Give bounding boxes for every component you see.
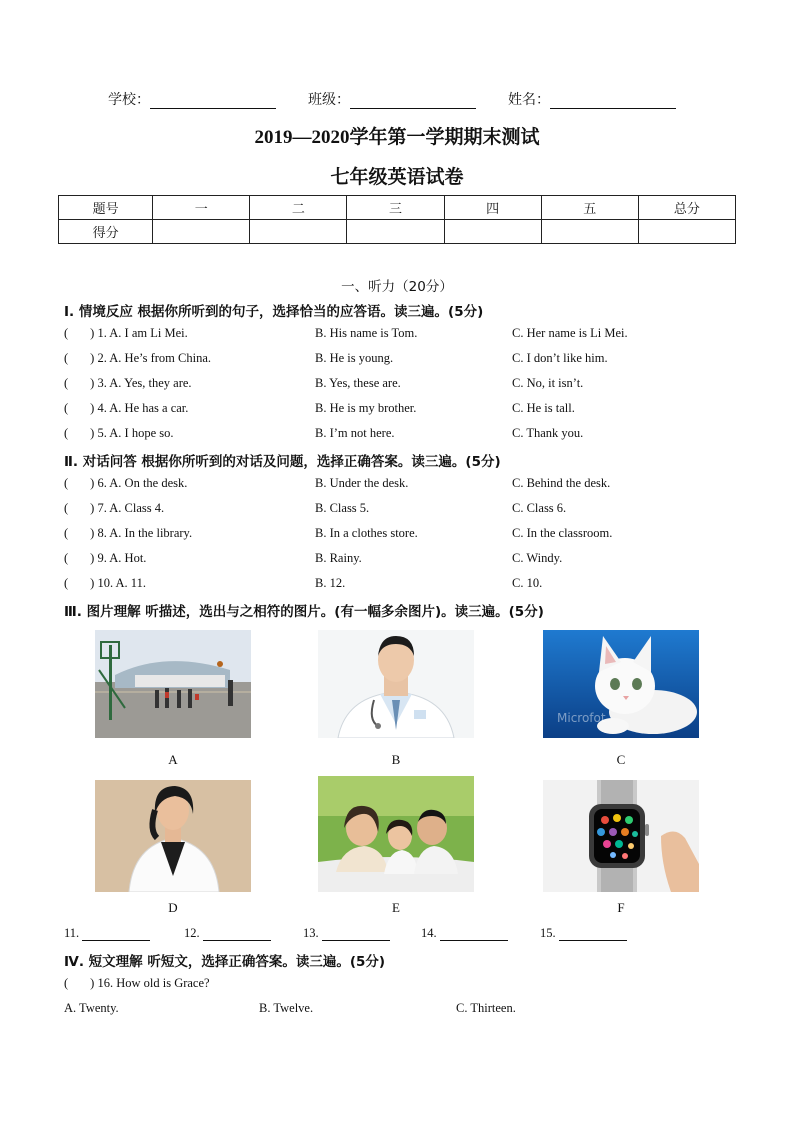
question-choice-b: B. In a clothes store. <box>315 526 418 540</box>
question-choice-c: C. Behind the desk. <box>512 476 611 490</box>
caption-a: A <box>168 752 178 767</box>
score-input-cell[interactable] <box>347 220 444 244</box>
answer-blank-13[interactable] <box>303 926 390 941</box>
question-choice-a <box>64 426 174 441</box>
caption-b: B <box>391 752 401 767</box>
question-text: ) 16. How old is Grace? <box>90 976 210 990</box>
question-text: ) 2. A. He’s from China. <box>90 351 211 365</box>
score-input-cell[interactable] <box>444 220 541 244</box>
watermark-text: Microfot <box>557 711 606 725</box>
question-text: ) 5. A. I hope so. <box>90 426 174 440</box>
question-choice-b: B. Yes, these are. <box>315 376 401 390</box>
question-choice-b: B. 12. <box>315 576 346 590</box>
answer-line[interactable] <box>559 928 627 941</box>
part2-heading: Ⅱ. 对话问答 根据你所听到的对话及问题，选择正确答案。读三遍。(5分) <box>64 454 501 470</box>
answer-paren[interactable]: ( <box>64 551 69 565</box>
question-choice-c: C. No, it isn’t. <box>512 376 584 390</box>
picture-b-doctor <box>318 630 474 738</box>
answer-paren[interactable]: ( <box>64 526 69 540</box>
question-choice-a <box>64 401 188 416</box>
option-a: A. Twenty. <box>64 1001 119 1015</box>
question-text: ) 1. A. I am Li Mei. <box>90 326 188 340</box>
answer-paren[interactable]: ( <box>64 501 69 515</box>
part3-heading: Ⅲ. 图片理解 听描述，选出与之相符的图片。(有一幅多余图片)。读三遍。(5分) <box>64 604 544 620</box>
score-table <box>58 195 736 244</box>
answer-number: 12. <box>184 926 200 940</box>
score-cell: 二 <box>250 196 347 220</box>
doctor-image <box>318 630 474 738</box>
name-label: 姓名： <box>508 92 550 108</box>
question-text: ) 9. A. Hot. <box>90 551 147 565</box>
family-picnic-image <box>318 776 474 892</box>
class-label: 班级： <box>308 92 350 108</box>
picture-e-family <box>318 776 474 892</box>
option-b: B. Twelve. <box>259 1001 314 1015</box>
answer-line[interactable] <box>203 928 271 941</box>
question-choice-b: B. He is my brother. <box>315 401 417 415</box>
basketball-court-image <box>95 630 251 738</box>
score-table-header-row <box>59 196 736 220</box>
picture-d-woman <box>95 780 251 892</box>
question-choice-b: B. Under the desk. <box>315 476 409 490</box>
exam-subtitle: 七年级英语试卷 <box>330 167 464 188</box>
answer-paren[interactable]: ( <box>64 476 69 490</box>
question-choice-c: C. Windy. <box>512 551 563 565</box>
question-text: ) 10. A. 11. <box>90 576 146 590</box>
score-input-cell[interactable] <box>638 220 735 244</box>
score-table-score-row <box>59 220 736 244</box>
question-choice-a <box>64 576 146 591</box>
school-label: 学校： <box>108 92 150 108</box>
smartwatch-image <box>543 780 699 892</box>
school-field[interactable] <box>108 89 276 109</box>
question-choice-c: C. I don’t like him. <box>512 351 608 365</box>
answer-number: 13. <box>303 926 319 940</box>
caption-d: D <box>168 900 178 915</box>
answer-paren[interactable]: ( <box>64 576 69 590</box>
answer-number: 11. <box>64 926 80 940</box>
question-text: ) 6. A. On the desk. <box>90 476 188 490</box>
caption-e: E <box>392 900 400 915</box>
woman-white-jacket-image <box>95 780 251 892</box>
picture-f-smartwatch <box>543 780 699 892</box>
question-choice-b: B. He is young. <box>315 351 394 365</box>
answer-line[interactable] <box>440 928 508 941</box>
white-kitten-image <box>543 630 699 738</box>
question-choice-b: B. His name is Tom. <box>315 326 418 340</box>
score-cell: 一 <box>153 196 250 220</box>
answer-blank-15[interactable] <box>540 926 627 941</box>
score-cell: 五 <box>541 196 638 220</box>
question-choice-b: B. I’m not here. <box>315 426 395 440</box>
answer-blank-14[interactable] <box>421 926 508 941</box>
question-choice-c: C. Class 6. <box>512 501 567 515</box>
exam-title: 2019—2020学年第一学期期末测试 <box>254 127 540 148</box>
question-choice-c: C. Her name is Li Mei. <box>512 326 628 340</box>
question-choice-a <box>64 551 146 566</box>
score-cell: 四 <box>444 196 541 220</box>
question-text: ) 3. A. Yes, they are. <box>90 376 192 390</box>
answer-paren[interactable]: ( <box>64 401 69 415</box>
caption-f: F <box>617 900 625 915</box>
question-choice-c: C. 10. <box>512 576 543 590</box>
question-choice-a <box>64 501 164 516</box>
question-choice-a <box>64 476 187 491</box>
option-c: C. Thirteen. <box>456 1001 516 1015</box>
picture-a-basketball <box>95 630 251 738</box>
class-field[interactable] <box>308 89 476 109</box>
school-blank[interactable] <box>150 94 276 109</box>
question-16 <box>64 976 210 991</box>
score-input-cell[interactable] <box>541 220 638 244</box>
question-choice-a <box>64 351 211 366</box>
question-choice-c: C. He is tall. <box>512 401 575 415</box>
answer-blank-11[interactable] <box>64 926 150 941</box>
name-blank[interactable] <box>550 94 676 109</box>
student-info-header <box>108 89 708 109</box>
question-choice-a <box>64 326 188 341</box>
answer-paren[interactable]: ( <box>64 376 69 390</box>
answer-number: 15. <box>540 926 556 940</box>
answer-paren[interactable]: ( <box>64 351 69 365</box>
answer-line[interactable] <box>322 928 390 941</box>
question-choice-c: C. In the classroom. <box>512 526 613 540</box>
question-text: ) 8. A. In the library. <box>90 526 193 540</box>
question-choice-b: B. Class 5. <box>315 501 370 515</box>
name-field[interactable] <box>508 89 676 109</box>
score-input-cell[interactable] <box>250 220 347 244</box>
answer-paren[interactable]: ( <box>64 426 69 440</box>
score-cell: 三 <box>347 196 444 220</box>
score-cell: 得分 <box>59 220 153 244</box>
question-choice-a <box>64 376 192 391</box>
answer-blank-12[interactable] <box>184 926 271 941</box>
answer-number: 14. <box>421 926 437 940</box>
score-cell: 总分 <box>638 196 735 220</box>
score-input-cell[interactable] <box>153 220 250 244</box>
class-blank[interactable] <box>350 94 476 109</box>
score-cell: 题号 <box>59 196 153 220</box>
question-choice-c: C. Thank you. <box>512 426 584 440</box>
section-heading-listening: 一、听力（20分） <box>341 279 453 295</box>
part1-heading: Ⅰ. 情境反应 根据你所听到的句子，选择恰当的应答语。读三遍。(5分) <box>64 304 484 320</box>
question-text: ) 7. A. Class 4. <box>90 501 165 515</box>
answer-paren[interactable]: ( <box>64 976 69 990</box>
part4-heading: Ⅳ. 短文理解 听短文，选择正确答案。读三遍。(5分) <box>64 954 386 970</box>
answer-paren[interactable]: ( <box>64 326 69 340</box>
question-choice-b: B. Rainy. <box>315 551 362 565</box>
caption-c: C <box>616 752 626 767</box>
answer-line[interactable] <box>82 928 150 941</box>
question-choice-a <box>64 526 192 541</box>
question-text: ) 4. A. He has a car. <box>90 401 189 415</box>
picture-c-kitten <box>543 630 699 738</box>
